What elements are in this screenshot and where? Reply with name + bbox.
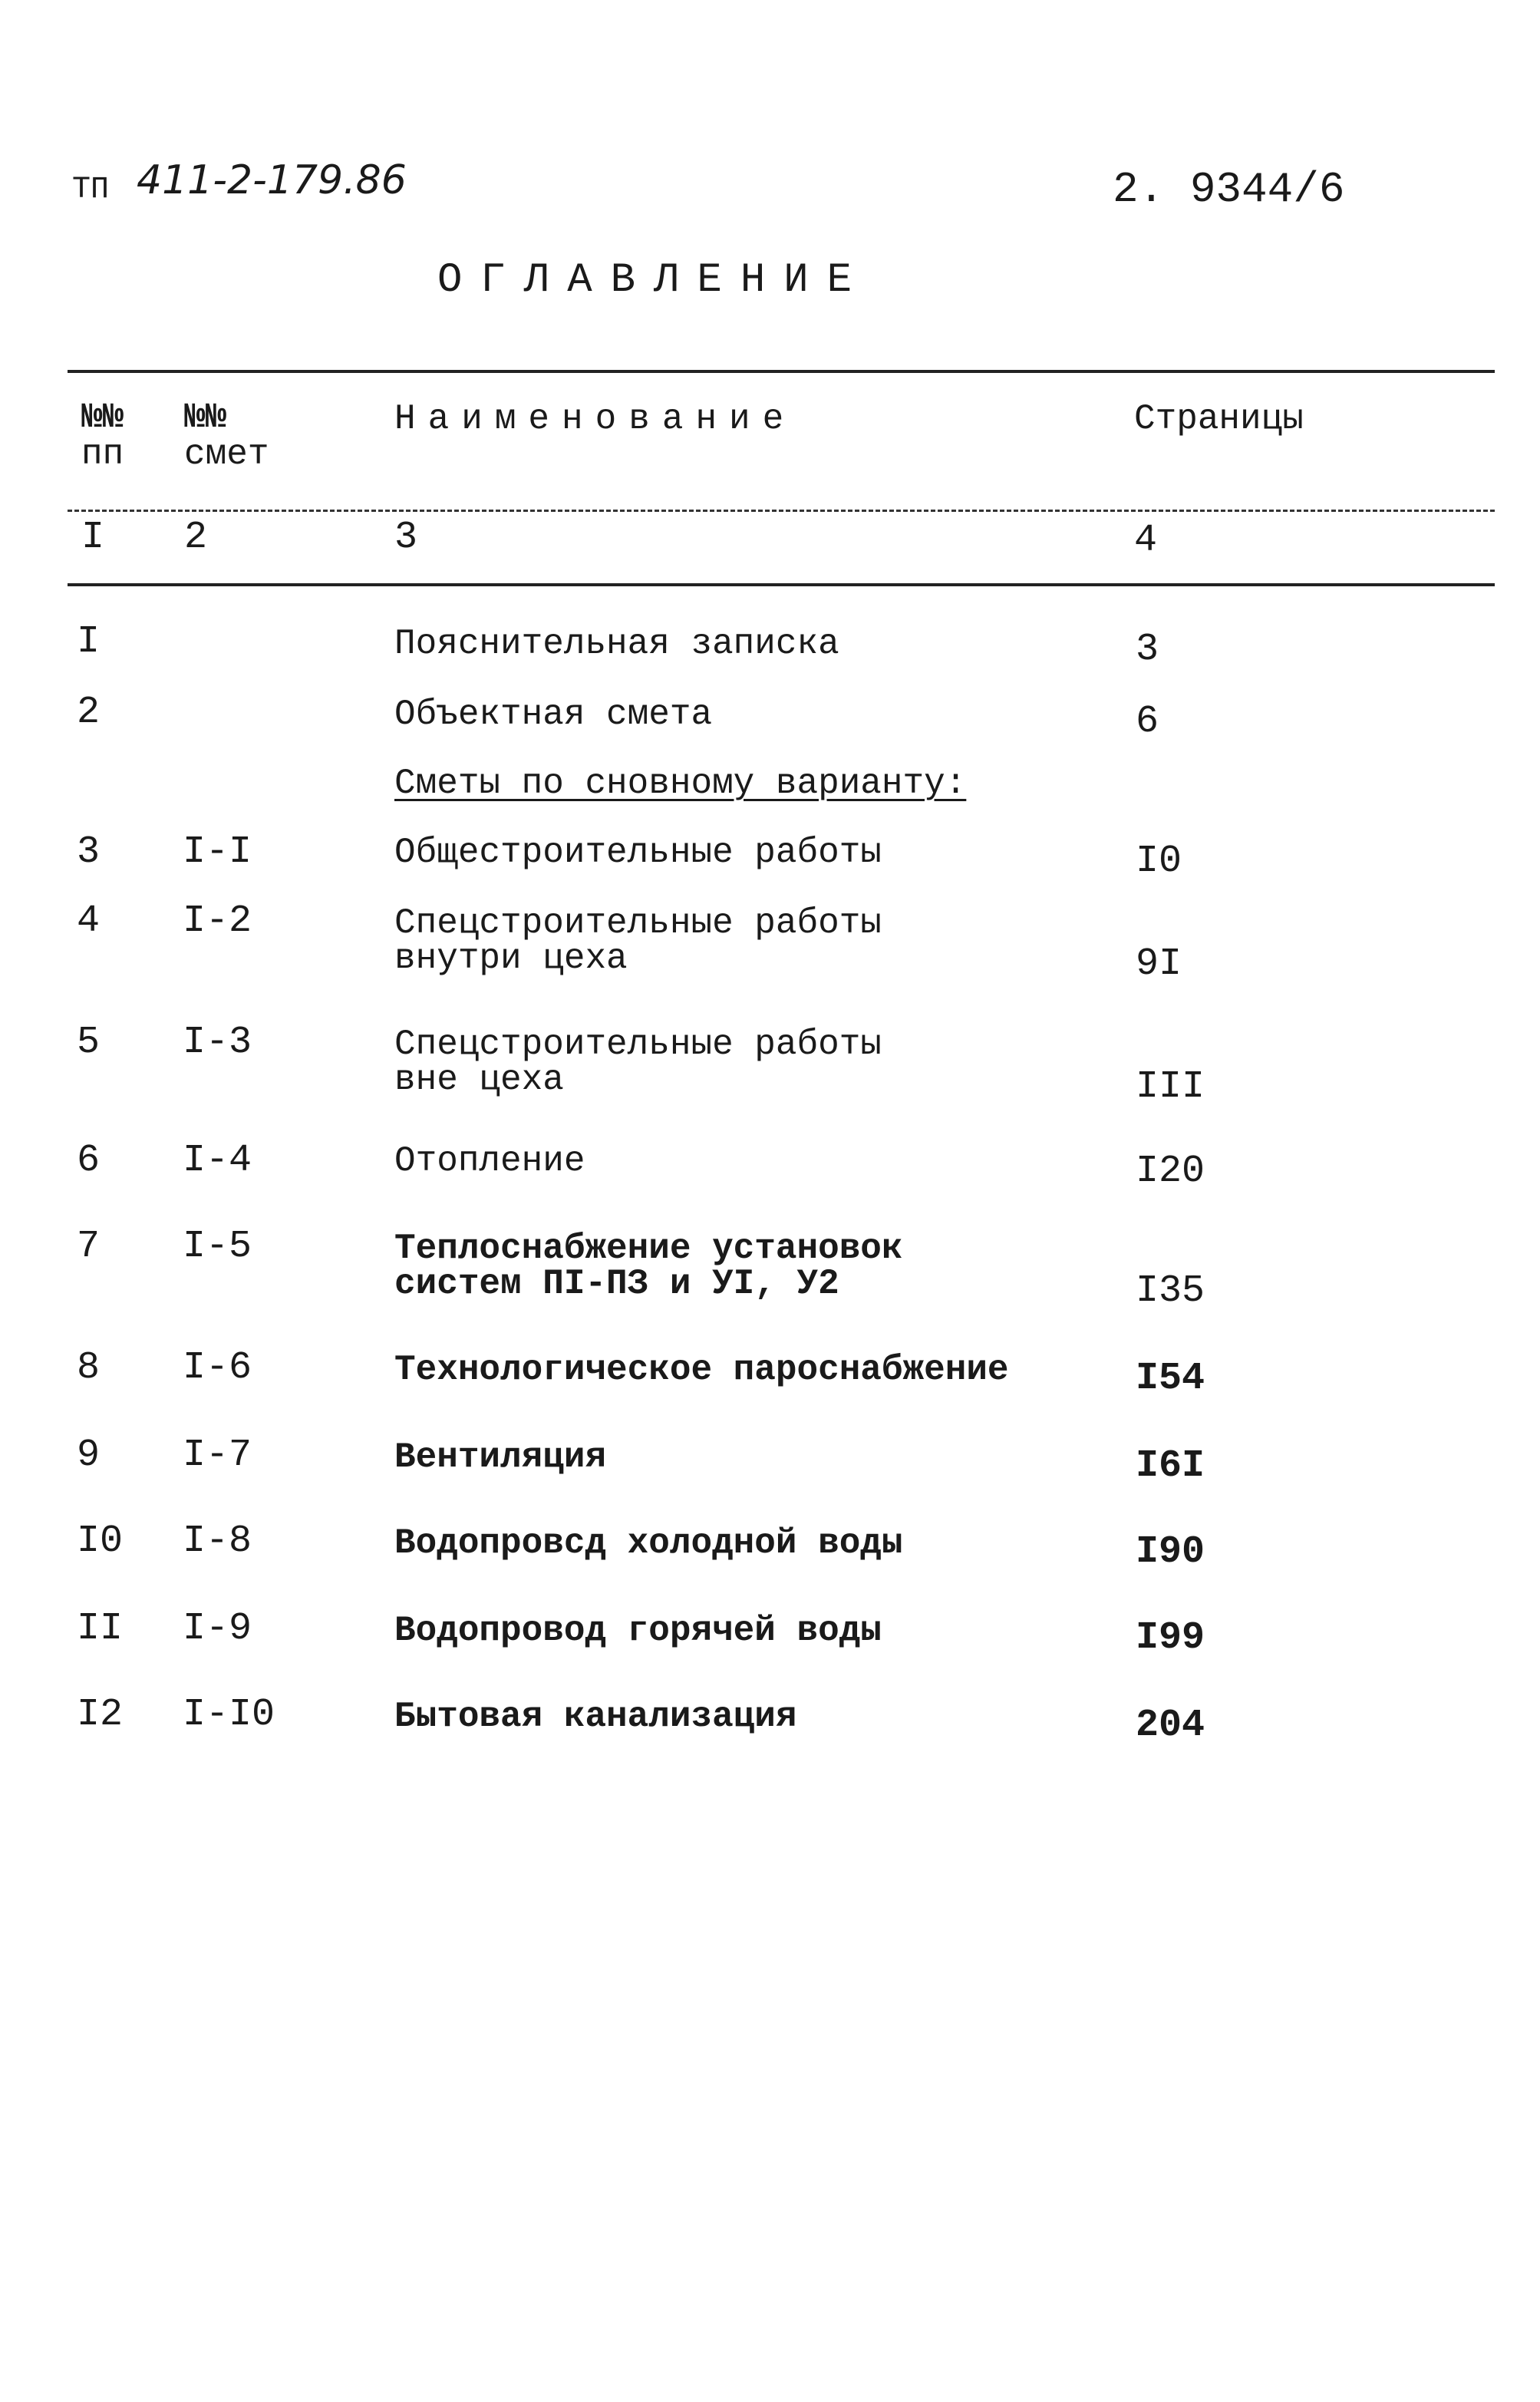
row-11-name: Водопровод горячей воды	[394, 1611, 882, 1651]
column-number-2: 2	[184, 516, 208, 559]
row-7-name-line1: Теплоснабжение установок	[394, 1229, 903, 1269]
row-6-name: Отопление	[394, 1141, 585, 1181]
row-11-pp: II	[77, 1607, 124, 1651]
column-numbers-rule	[68, 583, 1495, 586]
row-4-page: 9I	[1136, 942, 1182, 986]
row-4-pp: 4	[77, 899, 101, 943]
row-2-pp: 2	[77, 691, 101, 734]
row-5-pp: 5	[77, 1021, 101, 1064]
tp-label: ТП	[72, 173, 110, 207]
row-1-pp: I	[77, 620, 101, 664]
row-11-page: I99	[1136, 1616, 1205, 1660]
column-number-1: I	[81, 516, 105, 559]
row-3-smeta: I-I	[183, 830, 252, 874]
row-7-smeta: I-5	[183, 1225, 252, 1269]
row-8-page: I54	[1136, 1357, 1205, 1401]
row-3-name: Общестроительные работы	[394, 833, 882, 873]
page-title: ОГЛАВЛЕНИЕ	[437, 257, 871, 304]
row-6-page: I20	[1136, 1150, 1205, 1193]
row-2-page: 6	[1136, 700, 1159, 744]
row-12-page: 204	[1136, 1704, 1205, 1747]
col3-header: Наименование	[394, 399, 796, 439]
row-3-pp: 3	[77, 830, 101, 874]
row-8-smeta: I-6	[183, 1346, 252, 1390]
row-12-name: Бытовая канализация	[394, 1697, 797, 1737]
row-11-smeta: I-9	[183, 1607, 252, 1651]
row-12-smeta: I-I0	[183, 1693, 275, 1737]
col2-header-sub: смет	[184, 434, 269, 474]
project-code: 411-2-179.86	[137, 157, 407, 203]
column-number-3: 3	[394, 516, 418, 559]
row-5-name-line1: Спецстроительные работы	[394, 1024, 882, 1064]
column-number-4: 4	[1134, 519, 1158, 563]
col1-header-marks: №№	[81, 398, 124, 437]
row-6-smeta: I-4	[183, 1139, 252, 1183]
row-2-name: Объектная смета	[394, 695, 713, 734]
row-7-page: I35	[1136, 1269, 1205, 1313]
row-1-name: Пояснительная записка	[394, 624, 839, 664]
row-4-smeta: I-2	[183, 899, 252, 943]
section-heading: Сметы по сновному варианту:	[394, 764, 967, 803]
row-9-name: Вентиляция	[394, 1437, 607, 1477]
header-divider-rule	[68, 510, 1495, 512]
document-number: 2. 9344/6	[1113, 165, 1345, 214]
row-3-page: I0	[1136, 840, 1182, 883]
row-10-pp: I0	[77, 1519, 124, 1563]
row-5-page: III	[1136, 1065, 1205, 1109]
row-9-pp: 9	[77, 1434, 101, 1477]
row-7-name-line2: систем ПI-ПЗ и УI, У2	[394, 1264, 839, 1304]
col4-header: Страницы	[1134, 399, 1304, 439]
row-10-page: I90	[1136, 1530, 1205, 1574]
row-10-smeta: I-8	[183, 1519, 252, 1563]
row-9-smeta: I-7	[183, 1434, 252, 1477]
row-9-page: I6I	[1136, 1444, 1205, 1488]
col2-header-marks: №№	[184, 398, 227, 437]
row-12-pp: I2	[77, 1693, 124, 1737]
row-1-page: 3	[1136, 628, 1159, 671]
table-top-rule	[68, 370, 1495, 373]
row-8-name: Технологическое пароснабжение	[394, 1350, 1009, 1390]
row-5-smeta: I-3	[183, 1021, 252, 1064]
row-8-pp: 8	[77, 1346, 101, 1390]
row-10-name: Водопровсд холодной воды	[394, 1523, 903, 1563]
row-6-pp: 6	[77, 1139, 101, 1183]
col1-header-sub: пп	[81, 434, 124, 474]
row-4-name-line1: Спецстроительные работы	[394, 903, 882, 943]
row-5-name-line2: вне цеха	[394, 1060, 564, 1100]
row-4-name-line2: внутри цеха	[394, 939, 628, 978]
row-7-pp: 7	[77, 1225, 101, 1269]
